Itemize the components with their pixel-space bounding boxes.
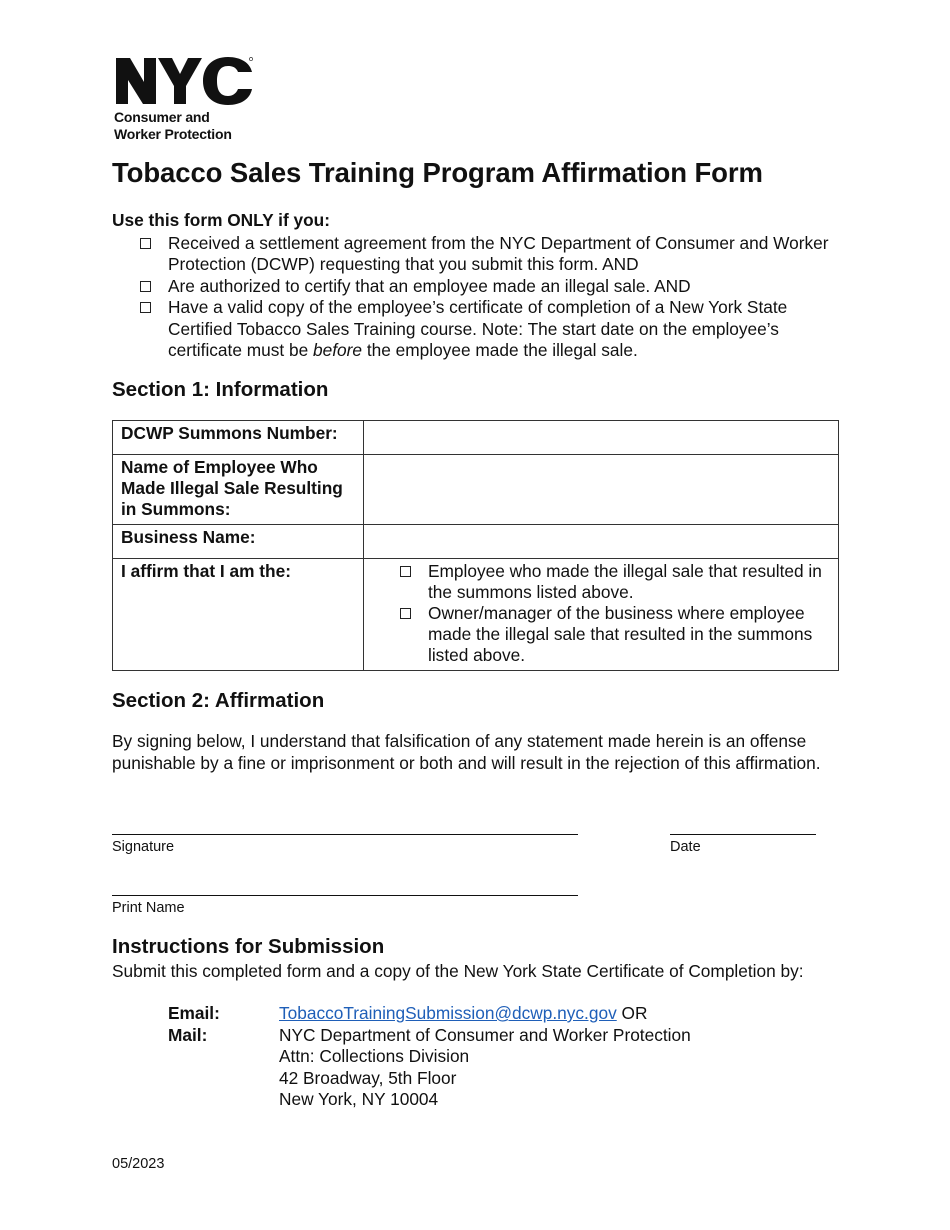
checkbox-icon[interactable] [400, 608, 411, 619]
print-name-line[interactable] [112, 895, 578, 896]
eligibility-item-text: Are authorized to certify that an employee made an illegal sale. AND [168, 275, 691, 296]
agency-name-line1: Consumer and [114, 109, 210, 125]
signature-line[interactable] [112, 834, 578, 835]
checkbox-icon[interactable] [140, 302, 151, 313]
affirm-options [372, 561, 830, 666]
checkbox-icon[interactable] [140, 281, 151, 292]
employee-name-field[interactable] [364, 455, 839, 525]
eligibility-item-text: Have a valid copy of the employee’s certificate of completion of a New York State Certified Tobacco Sales Training course. Note: The start date on the employee’s certificate must be [168, 297, 788, 360]
affirm-options-cell [364, 559, 839, 671]
mail-label: Mail: [168, 1024, 208, 1045]
checkbox-icon[interactable] [140, 238, 151, 249]
table-row [113, 525, 839, 559]
eligibility-item-text: Received a settlement agreement from the NYC Department of Consumer and Worker Protection (DCWP) requesting that you submit this form. AND [168, 232, 829, 274]
eligibility-list [112, 233, 852, 362]
affirm-option-text: Employee who made the illegal sale that resulted in the summons listed above. [428, 561, 822, 602]
nyc-logo-mark [114, 56, 254, 106]
mail-line: NYC Department of Consumer and Worker Protection [279, 1024, 691, 1045]
affirm-option-employee [400, 561, 830, 603]
mail-line: 42 Broadway, 5th Floor [279, 1067, 457, 1088]
summons-number-field[interactable] [364, 421, 839, 455]
section2-heading: Section 2: Affirmation [112, 689, 325, 712]
eligibility-heading: Use this form ONLY if you: [112, 210, 330, 230]
email-suffix: OR [616, 1003, 648, 1023]
email-row [279, 1003, 647, 1025]
agency-name-line2: Worker Protection [114, 126, 232, 142]
print-name-label: Print Name [112, 900, 185, 916]
summons-number-label: DCWP Summons Number: [113, 421, 364, 455]
instructions-heading: Instructions for Submission [112, 935, 385, 958]
table-row [113, 559, 839, 671]
date-line[interactable] [670, 834, 816, 835]
instructions-text: Submit this completed form and a copy of the New York State Certificate of Completion by: [112, 961, 804, 981]
information-table [112, 420, 839, 671]
business-name-label: Business Name: [113, 525, 364, 559]
employee-name-label: Name of Employee Who Made Illegal Sale Resulting in Summons: [113, 455, 364, 525]
eligibility-item [140, 233, 852, 276]
table-row [113, 455, 839, 525]
section1-heading: Section 1: Information [112, 378, 329, 401]
email-link[interactable]: TobaccoTrainingSubmission@dcwp.nyc.gov [279, 1003, 617, 1023]
nyc-dcwp-logo [114, 56, 259, 143]
table-row [113, 421, 839, 455]
eligibility-item [140, 276, 852, 298]
checkbox-icon[interactable] [400, 566, 411, 577]
form-title: Tobacco Sales Training Program Affirmation Form [112, 157, 763, 188]
date-label: Date [670, 839, 701, 855]
signature-label: Signature [112, 839, 175, 855]
revision-date: 05/2023 [112, 1156, 165, 1172]
affirm-option-text: Owner/manager of the business where employee made the illegal sale that resulted in the summons listed above. [428, 603, 813, 665]
eligibility-item-text-end: the employee made the illegal sale. [362, 340, 638, 360]
affirm-option-owner [400, 603, 830, 666]
agency-name [114, 109, 259, 143]
mail-line: New York, NY 10004 [279, 1089, 439, 1109]
eligibility-item [140, 297, 852, 362]
email-label: Email: [168, 1003, 220, 1023]
mail-line: Attn: Collections Division [279, 1046, 470, 1066]
affirm-label: I affirm that I am the: [113, 559, 364, 671]
emphasis-before: before [313, 340, 363, 360]
eligibility-section [112, 210, 852, 362]
affirmation-text: By signing below, I understand that falsification of any statement made herein is an offense punishable by a fine or imprisonment or both and will result in the rejection of this affirmation. [112, 731, 821, 773]
business-name-field[interactable] [364, 525, 839, 559]
